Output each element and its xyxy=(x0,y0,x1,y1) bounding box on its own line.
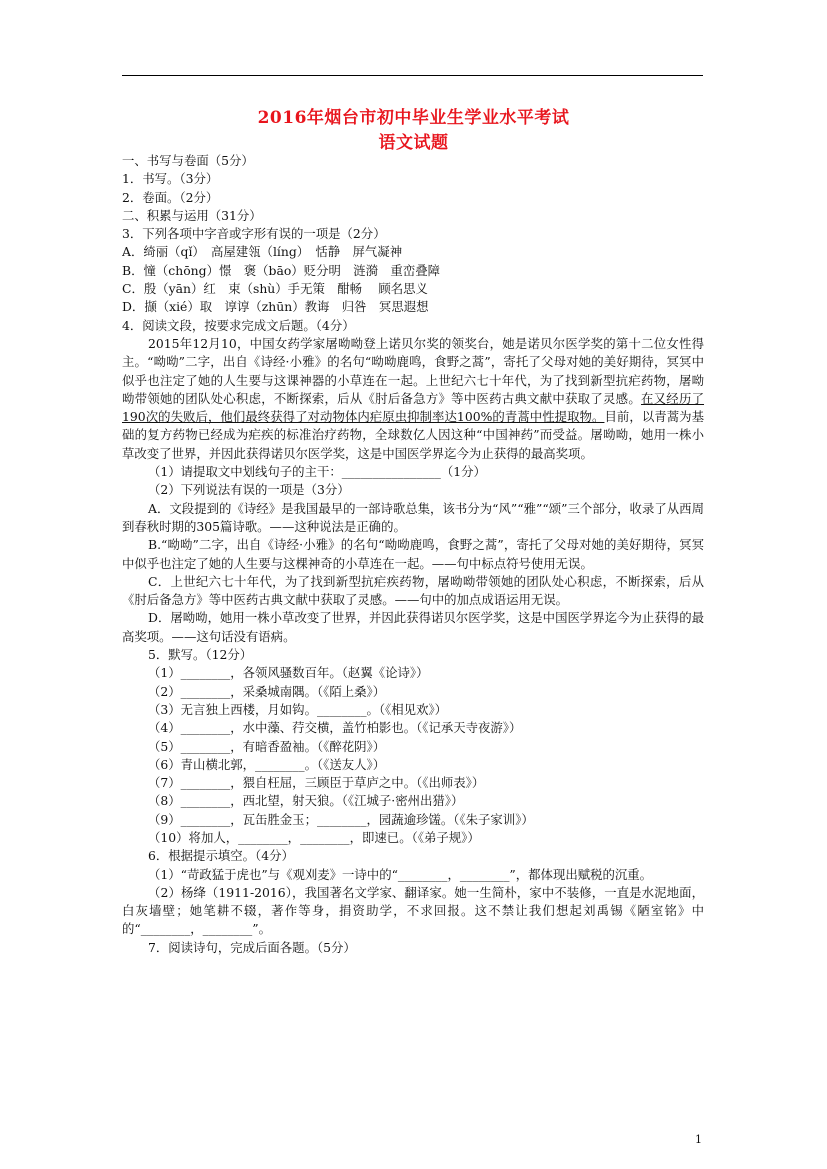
option-d: D．撷（xié）取 谆谆（zhūn）教诲 归咎 冥思遐想 xyxy=(122,299,429,315)
choice-d: D．屠呦呦，她用一株小草改变了世界，并因此获得诺贝尔医学奖，这是中国医学界迄今为止获得的最高奖项。——这句话没有语病。 xyxy=(122,610,704,644)
section-heading: 二、积累与运用（31分） xyxy=(122,207,262,223)
passage-text: 目前，以青蒿为基础的复方药物已经成为疟疾的标准治疗药物，全球数亿人因这种“中国神药”而受益。屠呦呦，她用一株小草改变了世界，并因此获得诺贝尔医学奖，这是中国医学界迄今为止获得的最高奖项。 xyxy=(122,409,705,461)
question-line: 3．下列各项中字音或字形有误的一项是（2分） xyxy=(122,226,386,242)
dictation-item: （10）将加人，________，________，即速已。（《弟子规》） xyxy=(148,829,480,845)
dictation-item: （2）________，采桑城南隅。（《陌上桑》） xyxy=(148,683,386,699)
dictation-item: （6）青山横北郭，________。（《送友人》） xyxy=(148,756,386,772)
section-heading: 一、书写与卷面（5分） xyxy=(122,153,254,168)
sub-question: （2）下列说法有误的一项是（3分） xyxy=(148,482,350,498)
option-a: A．绮丽（qǐ） 高屋建瓴（líng） 恬静 屏气凝神 xyxy=(122,244,403,260)
choice-c: C．上世纪六七十年代，为了找到新型抗疟疾药物，屠呦呦带领她的团队处心积虑，不断探索，后从《肘后备急方》等中医药古典文献中获取了灵感。——句中的加点成语运用无误。 xyxy=(122,573,704,608)
underlined-sentence: 在又经历了190次的失败后，他们最终获得了对动物体内疟原虫抑制率达100%的青蒿中性提取物。 xyxy=(122,390,705,425)
exam-subtitle: 语文试题 xyxy=(378,133,449,153)
sub-question: （1）请提取文中划线句子的主干：________________（1分） xyxy=(148,464,486,480)
question-line: 7．阅读诗句，完成后面各题。（5分） xyxy=(148,939,356,955)
header-rule xyxy=(122,75,703,76)
dictation-item: （4）________，水中藻、荇交横，盖竹柏影也。（《记承天寺夜游》） xyxy=(148,720,522,736)
option-c: C．殷（yān）红 束（shù）手无策 酣畅 顾名思义 xyxy=(122,281,428,297)
dictation-item: （8）________，西北望，射天狼。（《江城子·密州出猎》） xyxy=(148,793,464,809)
dictation-item: （7）________，猥自枉屈，三顾臣于草庐之中。（《出师表》） xyxy=(148,775,485,791)
passage-text: 2015年12月10，中国女药学家屠呦呦登上诺贝尔奖的领奖台，她是诺贝尔医学奖的第十二位女性得主。“呦呦”二字，出自《诗经·小雅》的名句“呦呦鹿鸣，食野之蒿”，寄托了父母对她的美好期待，冥冥中似乎也注定了她的人生要与这课神器的小草连在一起。上世纪六七十年代，为了找到新型抗疟药物，屠呦呦带领她的团队处心积虑，不断探索，后从《肘后备急方》等中医药古典文献中获取了灵感。 xyxy=(122,335,704,406)
reading-passage xyxy=(122,335,704,463)
fill-in-item: （1）“苛政猛于虎也”与《观刈麦》一诗中的“________，________”，都体现出赋税的沉重。 xyxy=(148,866,653,882)
document-body xyxy=(122,152,704,957)
dictation-item: （5）________，有暗香盈袖。（《醉花阴》） xyxy=(148,738,386,754)
dictation-item: （3）无言独上西楼，月如钩。________。（《相见欢》） xyxy=(148,701,448,717)
page-number: 1 xyxy=(695,1133,702,1146)
dictation-item: （9）________，瓦缶胜金玉；________，园蔬逾珍馐。（《朱子家训》） xyxy=(148,811,534,827)
question-line: 6．根据提示填空。（4分） xyxy=(148,848,294,864)
option-b: B．憧（chōng）憬 褒（bāo）贬分明 涟漪 重峦叠障 xyxy=(122,262,440,278)
question-line: 5．默写。（12分） xyxy=(148,647,253,663)
dictation-item: （1）________，各领风骚数百年。（赵翼《论诗》） xyxy=(148,665,429,681)
exam-title: 2016年烟台市初中毕业生学业水平考试 xyxy=(257,108,570,128)
fill-in-item: （2）杨绛（1911-2016），我国著名文学家、翻译家。她一生简朴，家中不装修，一直是水泥地面，白灰墙壁；她笔耕不辍，著作等身，捐资助学，不求回报。这不禁让我们想起刘禹锡《陋室铭》中的“________，________”。 xyxy=(122,884,704,937)
question-line: 1．书写。（3分） xyxy=(122,171,219,187)
question-line: 2．卷面。（2分） xyxy=(122,189,219,205)
question-line: 4．阅读文段，按要求完成文后题。（4分） xyxy=(122,317,355,333)
choice-b: B.“呦呦”二字，出自《诗经·小雅》的名句“呦呦鹿鸣，食野之蒿”，寄托了父母对她的美好期待，冥冥中似乎也注定了她的人生要与这棵神奇的小草连在一起。——句中标点符号使用无误。 xyxy=(122,537,704,571)
choice-a: A．文段提到的《诗经》是我国最早的一部诗歌总集，该书分为“风”“雅”“颂”三个部分，收录了从西周到春秋时期的305篇诗歌。——这种说法是正确的。 xyxy=(122,500,704,534)
